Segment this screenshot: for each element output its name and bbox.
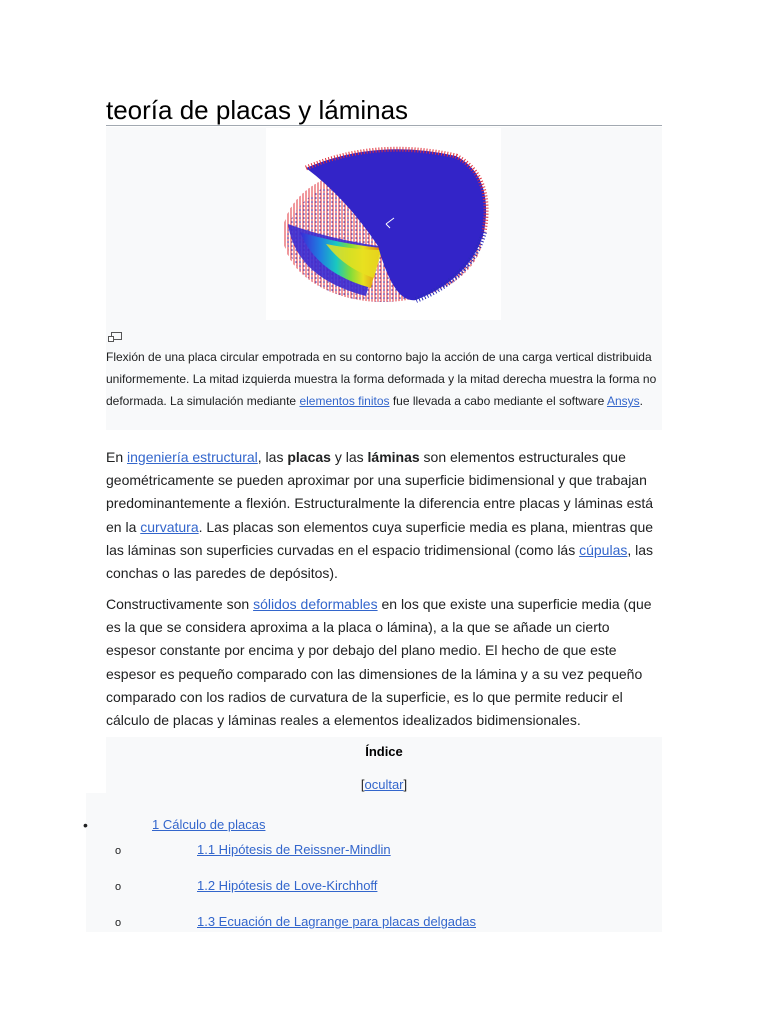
link-curvatura[interactable]: curvatura xyxy=(140,518,199,535)
link-cupulas[interactable]: cúpulas xyxy=(579,541,628,558)
toc-title: Índice xyxy=(365,744,403,759)
page-title: teoría de placas y láminas xyxy=(106,94,662,126)
link-ingenieria-estructural[interactable]: ingeniería estructural xyxy=(127,449,258,465)
term-placas: placas xyxy=(287,449,331,465)
toc-item-calculo-de-placas[interactable]: 1 Cálculo de placas xyxy=(152,817,266,832)
link-elementos-finitos[interactable]: elementos finitos xyxy=(299,394,390,408)
toc-bullet: o xyxy=(115,917,122,929)
toc-hide-link[interactable]: ocultar xyxy=(364,777,404,792)
toc-bullet: o xyxy=(115,845,122,857)
enlarge-icon[interactable] xyxy=(108,332,122,342)
figure-caption: Flexión de una placa circular empotrada en su contorno bajo la acción de una carga vertical distribuida uniformemente. La mitad izquierda muestra la forma deformada y la mitad derecha muestra la forma no deformada. La simulación mediante elementos finitos fue llevada a cabo mediante el software Ansys. xyxy=(106,350,657,408)
term-laminas: láminas xyxy=(367,449,420,465)
toc-item-love-kirchhoff[interactable]: 1.2 Hipótesis de Love-Kirchhoff xyxy=(197,878,378,893)
link-solidos-deformables[interactable]: sólidos deformables xyxy=(253,596,378,612)
toc-item-reissner-mindlin[interactable]: 1.1 Hipótesis de Reissner-Mindlin xyxy=(197,842,391,857)
toc-bullet: • xyxy=(83,817,88,833)
second-paragraph: Constructivamente son sólidos deformables en los que existe una superficie media (que es la que se considera aproxima a la placa o lámina), a la que se añade un cierto espesor constante por encima y por debajo del plano medio. El hecho de que este espesor es pequeño comparado con las dimensiones de la lámina y a su vez pequeño comparado con los radios de curvatura de la superficie, es lo que permite reducir el cálculo de placas y láminas reales a elementos idealizados bidimensionales. xyxy=(106,596,652,729)
toc-bullet: o xyxy=(115,881,122,893)
link-ansys[interactable]: Ansys xyxy=(606,394,640,408)
toc-item-lagrange[interactable]: 1.3 Ecuación de Lagrange para placas delgadas xyxy=(197,914,476,929)
circular-plate-simulation-image[interactable] xyxy=(266,128,501,320)
intro-paragraph: En ingeniería estructural, las placas y las láminas son elementos estructurales que geométricamente se pueden aproximar por una superficie bidimensional y que trabajan predominantemente a flexión. Estructuralmente la diferencia entre placas y láminas está en la curvatura. Las placas son elementos cuya superficie media es plana, mientras que las láminas son superficies curvadas en el espacio tridimensional (como lás cúpulas, las conchas o las paredes de depósitos). xyxy=(106,449,654,582)
toc-toggle: [ocultar] xyxy=(360,777,408,792)
